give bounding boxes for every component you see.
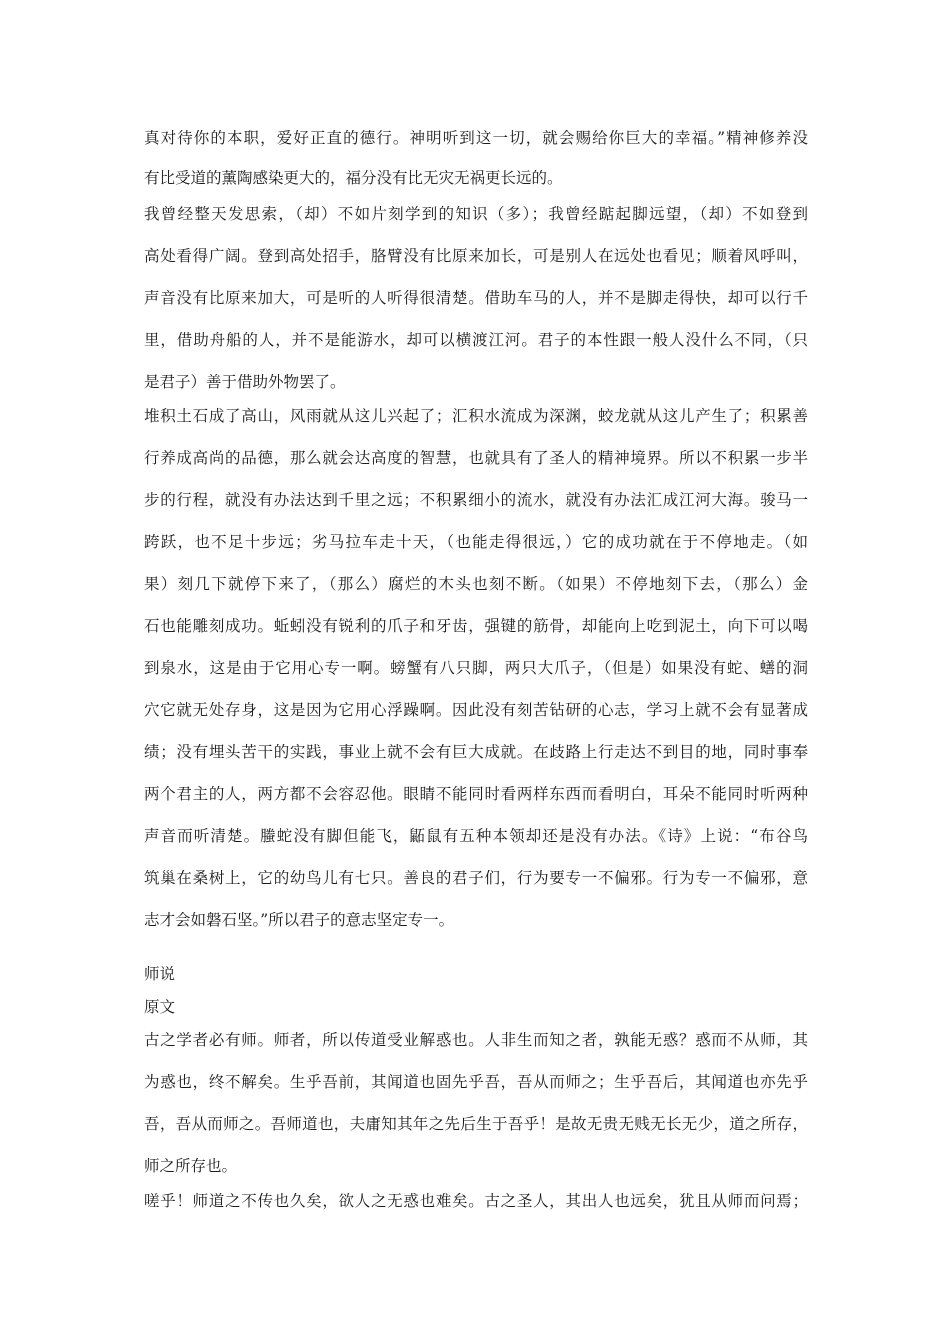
text-line: 声音没有比原来加大，可是听的人听得很清楚。借助车马的人，并不是脚走得快，却可以行千 xyxy=(144,289,808,307)
text-line: 两个君主的人，两方都不会容忍他。眼睛不能同时看两样东西而看明白，耳朵不能同时听两种 xyxy=(144,785,808,803)
text-line: 里，借助舟船的人，并不是能游水，却可以横渡江河。君子的本性跟一般人没什么不同，（只 xyxy=(144,331,808,349)
text-line: 高处看得广阔。登到高处招手，胳臂没有比原来加长，可是别人在远处也看见；顺着风呼叫， xyxy=(144,247,808,265)
text-line: 石也能雕刻成功。蚯蚓没有锐利的爪子和牙齿，强键的筋骨，却能向上吃到泥土，向下可以喝 xyxy=(144,617,808,635)
section-title: 师说 xyxy=(144,965,176,983)
text-line: 古之学者必有师。师者，所以传道受业解惑也。人非生而知之者，孰能无惑？惑而不从师，其 xyxy=(144,1031,808,1049)
text-line: 果）刻几下就停下来了，（那么）腐烂的木头也刻不断。（如果）不停地刻下去，（那么）金 xyxy=(144,575,808,593)
text-line: 嗟乎！师道之不传也久矣，欲人之无惑也难矣。古之圣人，其出人也远矣，犹且从师而问焉； xyxy=(144,1192,808,1210)
text-line: 行养成高尚的品德，那么就会达高度的智慧，也就具有了圣人的精神境界。所以不积累一步半 xyxy=(144,449,808,467)
text-line: 有比受道的薰陶感染更大的，福分没有比无灾无祸更长远的。 xyxy=(144,169,563,187)
text-line: 跨跃，也不足十步远；劣马拉车走十天，（也能走得很远，）它的成功就在于不停地走。（如 xyxy=(144,533,808,551)
text-line: 步的行程，就没有办法达到千里之远；不积累细小的流水，就没有办法汇成江河大海。骏马一 xyxy=(144,491,808,509)
text-line: 绩；没有埋头苦干的实践，事业上就不会有巨大成就。在歧路上行走达不到目的地，同时事奉 xyxy=(144,743,808,761)
text-line: 穴它就无处存身，这是因为它用心浮躁啊。因此没有刻苦钻研的心志，学习上就不会有显著成 xyxy=(144,701,808,719)
text-line: 志才会如磐石坚。”所以君子的意志坚定专一。 xyxy=(144,911,455,929)
text-line: 为惑也，终不解矣。生乎吾前，其闻道也固先乎吾，吾从而师之；生乎吾后，其闻道也亦先乎 xyxy=(144,1073,808,1091)
text-line: 真对待你的本职，爱好正直的德行。神明听到这一切，就会赐给你巨大的幸福。”精神修养没 xyxy=(144,129,808,147)
text-line: 堆积土石成了高山，风雨就从这儿兴起了；汇积水流成为深渊，蛟龙就从这儿产生了；积累善 xyxy=(144,407,808,425)
text-line: 师之所存也。 xyxy=(144,1157,238,1175)
text-line: 到泉水，这是由于它用心专一啊。螃蟹有八只脚，两只大爪子，（但是）如果没有蛇、蟮的洞 xyxy=(144,659,808,677)
text-line: 声音而听清楚。螣蛇没有脚但能飞，鼫鼠有五种本领却还是没有办法。《诗》上说：“布谷鸟 xyxy=(144,827,808,845)
text-line: 是君子）善于借助外物罢了。 xyxy=(144,373,346,391)
text-line: 筑巢在桑树上，它的幼鸟儿有七只。善良的君子们，行为要专一不偏邪。行为专一不偏邪，意 xyxy=(144,869,808,887)
text-line: 我曾经整天发思索，（却）不如片刻学到的知识（多）；我曾经踮起脚远望，（却）不如登到 xyxy=(144,205,808,223)
text-line: 吾，吾从而师之。吾师道也，夫庸知其年之先后生于吾乎！是故无贵无贱无长无少，道之所存， xyxy=(144,1115,808,1133)
subsection-title: 原文 xyxy=(144,998,176,1016)
